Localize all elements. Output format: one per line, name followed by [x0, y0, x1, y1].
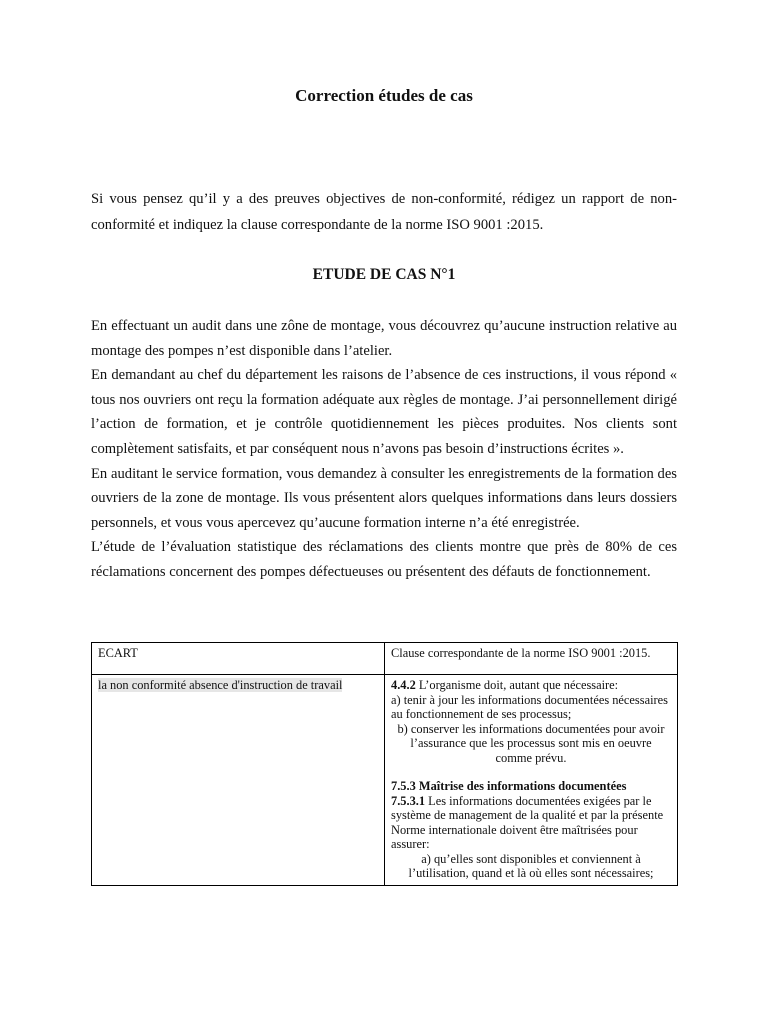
paragraph-1: En effectuant un audit dans une zône de montage, vous découvrez qu’aucune instruction relative au montage des pompes n’est disponible dans l’atelier.: [91, 318, 677, 359]
table-row: [92, 675, 678, 886]
clause-7-5-3-1-item-a-line1: a) qu’elles sont disponibles et conviennent à: [421, 851, 641, 866]
clause-7-5-3-title: 7.5.3 Maîtrise des informations documentées: [391, 779, 627, 793]
intro-paragraph: Si vous pensez qu’il y a des preuves objectives de non-conformité, rédigez un rapport de non-conformité et indiquez la clause correspondante de la norme ISO 9001 :2015.: [91, 191, 677, 233]
ecart-cell: [92, 675, 385, 886]
clause-4-4-2-text: L’organisme doit, autant que nécessaire:: [415, 678, 619, 692]
paragraph-4: L’étude de l’évaluation statistique des réclamations des clients montre que près de 80% de ces réclamations concernent des pompes défectueuses ou présentent des défauts de fonctionnement.: [91, 539, 677, 580]
clause-4-4-2-item-b-line1: b) conserver les informations documentées pour avoir: [397, 721, 665, 736]
clause-7-5-3-1-number: 7.5.3.1: [391, 793, 426, 808]
clause-4-4-2-item-a: a) tenir à jour les informations documentées nécessaires au fonctionnement de ses processus;: [391, 692, 668, 721]
ecart-text: la non conformité absence d'instruction de travail: [98, 678, 343, 692]
clause-cell: [385, 675, 678, 886]
nonconformity-table: [91, 642, 678, 886]
clause-4-4-2: [391, 678, 671, 693]
paragraph-2: En demandant au chef du département les raisons de l’absence de ces instructions, il vous répond « tous nos ouvriers ont reçu la formation adéquate aux règles de montage. J’ai personnellement dirigé l’action de formation, et je contrôle quotidiennement les pièces produites. Nos clients sont complètement satisfaits, et par conséquent nous n’avons pas besoin d’instructions écrites ».: [91, 367, 677, 457]
clause-4-4-2-number: 4.4.2: [391, 678, 416, 692]
header-ecart: ECART: [92, 643, 385, 675]
clause-7-5-3-1: [391, 794, 671, 852]
case-study-body: [91, 314, 677, 585]
table-header-row: [92, 643, 678, 675]
clause-7-5-3-1-item-a-line2: l’utilisation, quand et là où elles sont nécessaires;: [408, 866, 654, 880]
clause-7-5-3-1-text: Les informations documentées exigées par le système de management de la qualité et par la présente Norme internationale doivent être maîtrisées pour assurer:: [391, 793, 664, 851]
spacer: [391, 765, 671, 779]
paragraph-3: En auditant le service formation, vous demandez à consulter les enregistrements de la formation des ouvriers de la zone de montage. Ils vous présentent alors quelques informations dans leurs dossiers personnels, et vous vous apercevez qu’aucune formation interne n’a été enregistrée.: [91, 465, 677, 531]
header-clause: Clause correspondante de la norme ISO 9001 :2015.: [385, 643, 678, 675]
clause-4-4-2-item-b-line3: comme prévu.: [495, 750, 567, 765]
case-study-title: ETUDE DE CAS N°1: [312, 266, 456, 283]
page-title: Correction études de cas: [295, 86, 473, 105]
clause-4-4-2-item-b-line2: l’assurance que les processus sont mis en oeuvre: [410, 736, 652, 750]
